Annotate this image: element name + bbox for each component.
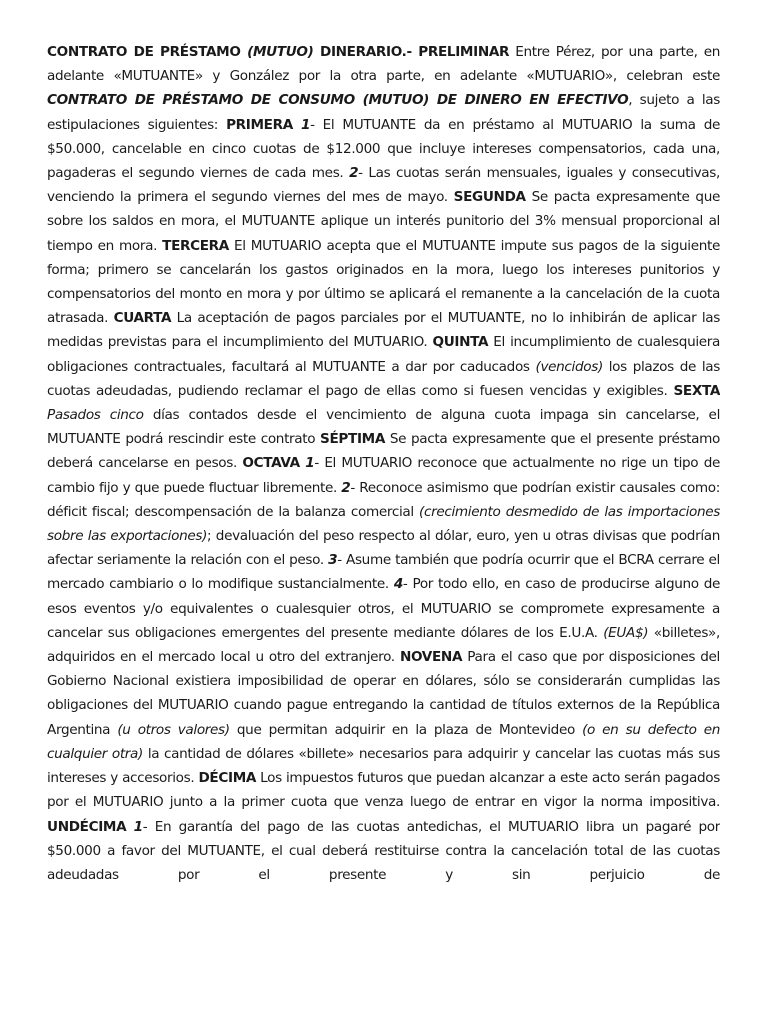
bold-run: UNDÉCIMA [47, 818, 127, 835]
text-run: - Las cuotas serán mensuales, iguales y consecutivas, venciendo la primera el segundo viernes del mes de mayo. [47, 165, 720, 206]
bold-italic-run: CONTRATO DE PRÉSTAMO DE CONSUMO (MUTUO) DE DINERO EN EFECTIVO [47, 92, 629, 109]
text-run: - El MUTUARIO reconoce que actualmente no rige un tipo de cambio fijo y que puede fluctuar libremente. [47, 455, 720, 496]
text-run: Se pacta expresamente que sobre los saldos en mora, el MUTUANTE aplique un interés punitorio del 3% mensual proporcional al tiempo en mora. [47, 189, 720, 254]
text-run: El MUTUARIO acepta que el MUTUANTE impute sus pagos de la siguiente forma; primero se cancelarán los gastos originados en la mora, luego los intereses punitorios y compensatorios del monto en mora y por último se aplicará el remanente a la cancelación de la cuota atrasada. [47, 237, 720, 327]
italic-run: Pasados cinco [47, 407, 144, 424]
text-run: los plazos de las cuotas adeudadas, pudiendo reclamar el pago de ellas como si fuesen vencidas y exigibles. [47, 358, 720, 399]
text-run: «billetes», adquiridos en el mercado local u otro del extranjero. [47, 624, 720, 666]
bold-italic-run: 4 [393, 576, 403, 593]
bold-italic-run: 2 [341, 479, 351, 496]
text-run: La aceptación de pagos parciales por el MUTUANTE, no lo inhibirán de aplicar las medidas previstas para el incumplimiento del MUTUARIO. [47, 310, 720, 351]
italic-run: (EUA$) [603, 624, 649, 641]
text-run: - El MUTUANTE da en préstamo al MUTUARIO la suma de $50.000, cancelable en cinco cuotas de $12.000 que incluye intereses compensatorios, cada una, pagaderas el segundo viernes de cada mes. [47, 116, 720, 182]
italic-run: (o en su defecto en cualquier otra) [47, 721, 720, 762]
bold-italic-run: 3 [328, 552, 338, 569]
bold-italic-run: (MUTUO) [247, 44, 314, 60]
text-run: la cantidad de dólares «billete» necesarios para adquirir y cancelar las cuotas más sus intereses y accesorios. [47, 745, 720, 787]
text-run: Para el caso que por disposiciones del Gobierno Nacional existiera imposibilidad de operar en dólares, sólo se considerarán cumplidas las obligaciones del MUTUARIO cuando pague entregando la cantidad de títulos externos de la República Argentina [47, 649, 720, 738]
bold-run: SEXTA [673, 382, 720, 399]
text-run: , sujeto a las estipulaciones siguientes: [47, 92, 720, 133]
bold-run: OCTAVA [242, 455, 300, 472]
bold-run: CONTRATO DE PRÉSTAMO [47, 44, 248, 60]
bold-italic-run: 1 [305, 455, 315, 472]
bold-run: DÉCIMA [198, 770, 257, 787]
bold-run: TERCERA [162, 237, 229, 254]
text-run [126, 819, 133, 835]
text-run: ; devaluación del peso respecto al dólar, euro, yen u otras divisas que podrían afectar seriamente la relación con el peso. [47, 528, 720, 569]
bold-italic-run: 1 [133, 818, 143, 835]
bold-run: DINERARIO.- PRELIMINAR [313, 44, 510, 60]
bold-run: QUINTA [432, 334, 489, 351]
text-run: Se pacta expresamente que el presente préstamo deberá cancelarse en pesos. [47, 431, 720, 472]
bold-run: PRIMERA [226, 116, 293, 133]
text-run: días contados desde el vencimiento de alguna cuota impaga sin cancelarse, el MUTUANTE podrá rescindir este contrato [47, 407, 720, 448]
text-run: - Reconoce asimismo que podrían existir causales como: déficit fiscal; descompensación de la balanza comercial [47, 479, 720, 520]
text-run: Los impuestos futuros que puedan alcanzar a este acto serán pagados por el MUTUARIO junto a la primer cuota que venza luego de entrar en vigor la norma impositiva. [47, 770, 720, 811]
text-run: - Asume también que podría ocurrir que el BCRA cerrare el mercado cambiario o lo modifique sustancialmente. [47, 552, 720, 593]
text-run: Entre Pérez, por una parte, en adelante «MUTUANTE» y González por la otra parte, en adelante «MUTUARIO», celebran este [47, 44, 720, 85]
text-run: El incumplimiento de cualesquiera obligaciones contractuales, facultará al MUTUANTE a dar por caducados [47, 334, 720, 375]
bold-run: SEGUNDA [453, 189, 526, 206]
bold-run: SÉPTIMA [320, 431, 386, 448]
bold-italic-run: 1 [300, 116, 311, 133]
bold-run: NOVENA [399, 649, 463, 666]
text-run: que permitan adquirir en la plaza de Montevideo [229, 721, 583, 738]
italic-run: (crecimiento desmedido de las importaciones sobre las exportaciones) [47, 503, 720, 545]
document-page [47, 40, 720, 970]
italic-run: (u otros valores) [117, 721, 230, 738]
italic-run: (vencidos) [535, 358, 603, 375]
text-run: - En garantía del pago de las cuotas antedichas, el MUTUARIO libra un pagaré por $50.000 a favor del MUTUANTE, el cual deberá restituirse contra la cancelación total de las cuotas adeudadas por el presente y sin perjuicio de [47, 818, 720, 883]
bold-italic-run: 2 [349, 165, 359, 182]
text-run [293, 117, 301, 133]
contract-body-paragraph [47, 40, 720, 887]
text-run: - Por todo ello, en caso de producirse alguno de esos eventos y/o equivalentes o cualesquier otros, el MUTUARIO se compromete expresamente a cancelar sus obligaciones emergentes del presente mediante dólares de los E.U.A. [47, 576, 720, 641]
bold-run: CUARTA [113, 310, 172, 327]
